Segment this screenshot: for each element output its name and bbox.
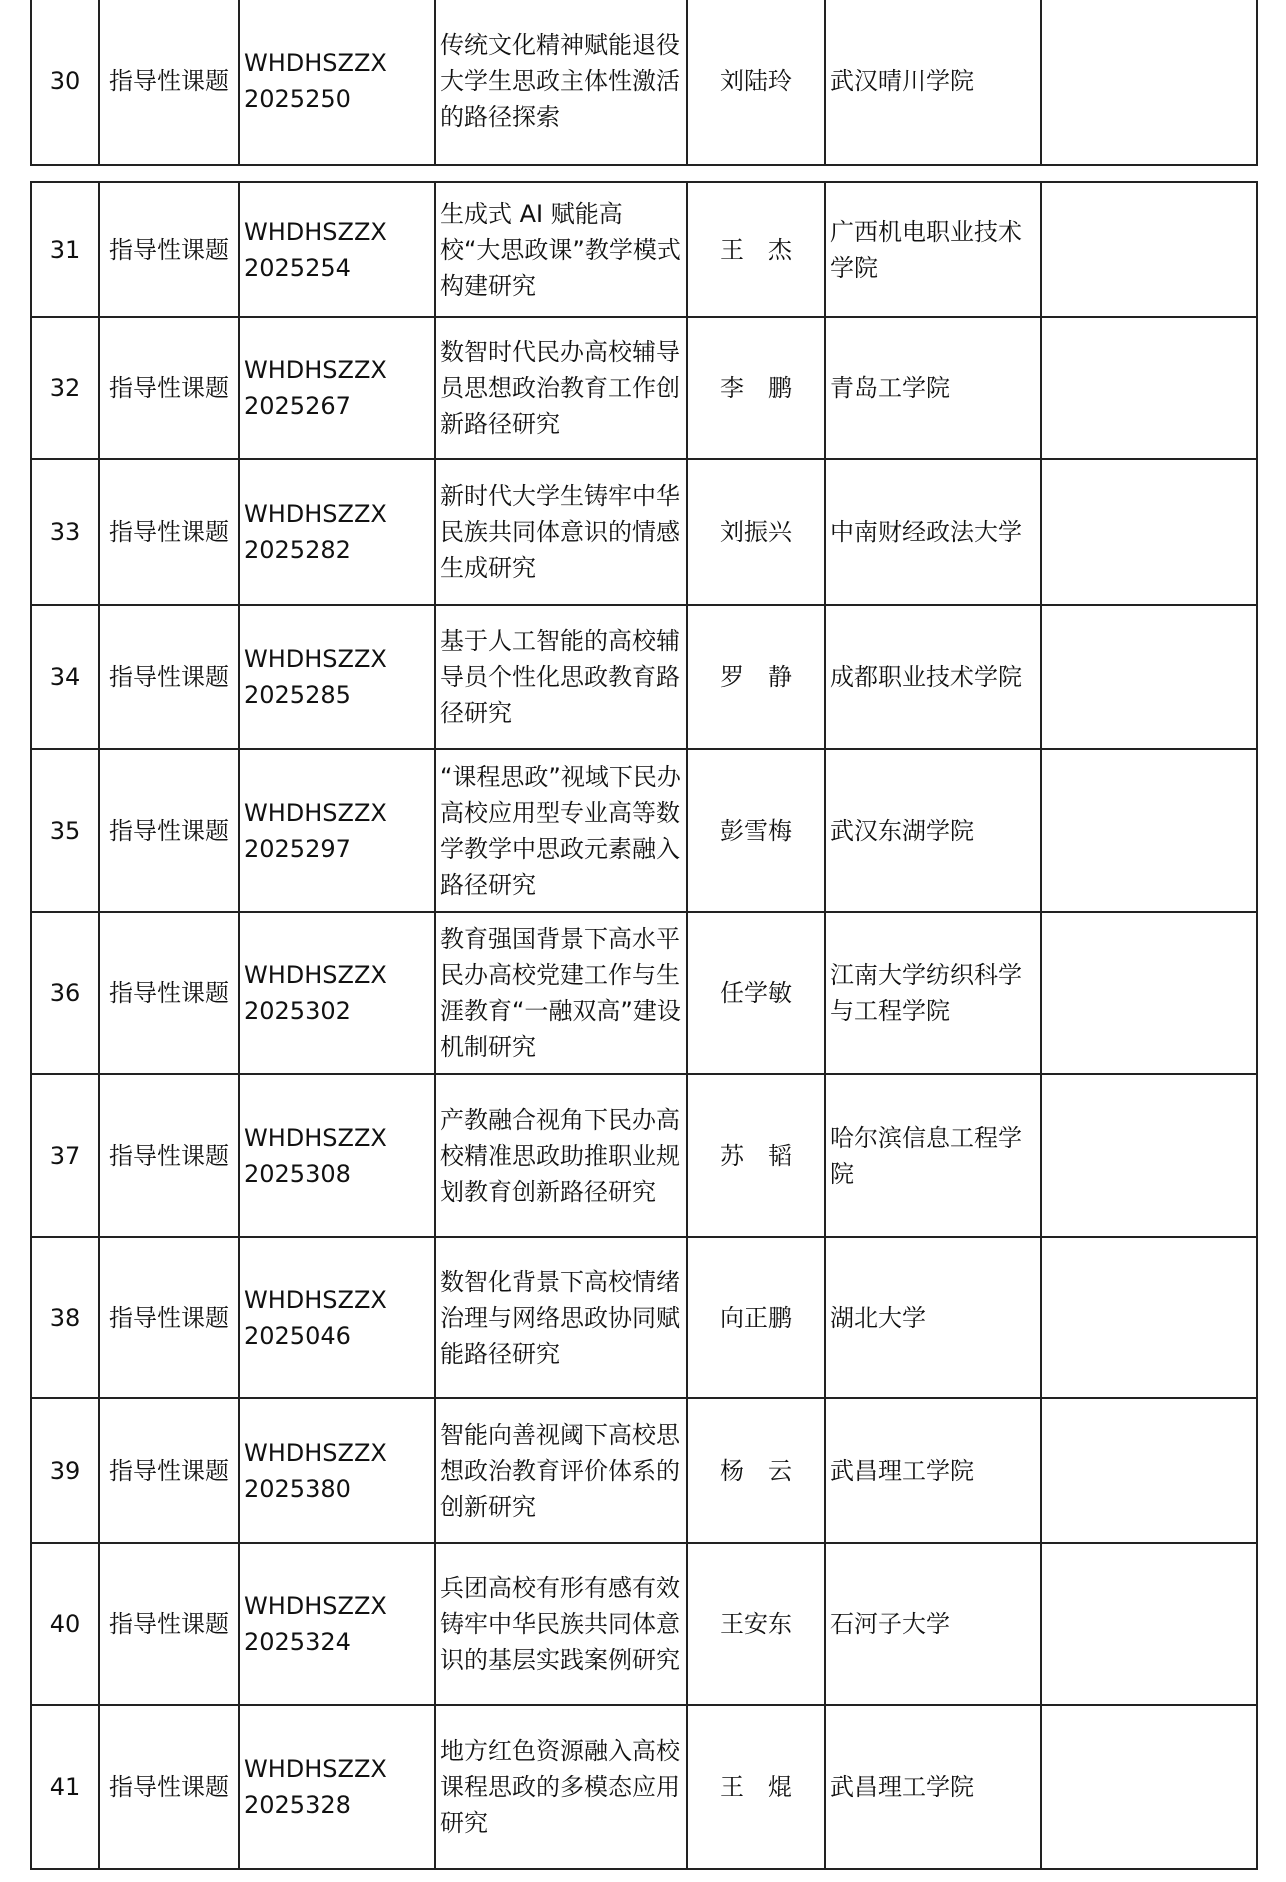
- project-type: 指导性课题: [99, 317, 239, 459]
- project-code-prefix: WHDHSZZX: [244, 645, 387, 673]
- project-title: [435, 912, 687, 1074]
- row-number: 36: [31, 912, 99, 1074]
- project-leader: 任学敏: [687, 912, 825, 1074]
- project-code: [239, 749, 435, 912]
- institution: 武昌理工学院: [825, 1398, 1041, 1543]
- project-code: [239, 1398, 435, 1543]
- project-leader: 彭雪梅: [687, 749, 825, 912]
- remarks-cell: [1041, 912, 1257, 1074]
- institution: 中南财经政法大学: [825, 459, 1041, 605]
- project-title-text: 数智时代民办高校辅导员思想政治教育工作创新路径研究: [440, 338, 680, 438]
- row-number: 32: [31, 317, 99, 459]
- institution: 成都职业技术学院: [825, 605, 1041, 749]
- project-type: 指导性课题: [99, 1237, 239, 1398]
- project-type: 指导性课题: [99, 1543, 239, 1705]
- project-leader: 向正鹏: [687, 1237, 825, 1398]
- table-row: [31, 749, 1257, 912]
- project-code-number: 2025285: [244, 681, 351, 709]
- project-code-prefix: WHDHSZZX: [244, 1438, 387, 1467]
- project-type: 指导性课题: [99, 1398, 239, 1543]
- table-row: [31, 317, 1257, 459]
- table-row: [31, 182, 1257, 317]
- project-code-number: 2025267: [244, 392, 351, 420]
- project-code-number: 2025324: [244, 1628, 351, 1656]
- project-table-top: [30, 0, 1258, 166]
- project-title: [435, 1705, 687, 1869]
- project-title: [435, 1237, 687, 1398]
- project-leader: 杨 云: [687, 1398, 825, 1543]
- remarks-cell: [1041, 0, 1257, 165]
- remarks-cell: [1041, 1398, 1257, 1543]
- project-code: [239, 1074, 435, 1237]
- project-code-number: 2025328: [244, 1791, 351, 1819]
- project-code-prefix: WHDHSZZX: [244, 961, 387, 989]
- project-code: [239, 1237, 435, 1398]
- project-code-prefix: WHDHSZZX: [244, 217, 387, 246]
- project-title: [435, 0, 687, 165]
- row-number: 34: [31, 605, 99, 749]
- project-code: [239, 912, 435, 1074]
- project-code: [239, 182, 435, 317]
- remarks-cell: [1041, 1074, 1257, 1237]
- project-code-number: 2025282: [244, 536, 351, 564]
- project-title-text: 传统文化精神赋能退役大学生思政主体性激活的路径探索: [440, 31, 680, 131]
- project-type: 指导性课题: [99, 459, 239, 605]
- project-type: 指导性课题: [99, 605, 239, 749]
- project-code-number: 2025254: [244, 253, 351, 282]
- project-code-number: 2025297: [244, 834, 351, 863]
- project-code: [239, 459, 435, 605]
- remarks-cell: [1041, 605, 1257, 749]
- institution: 武昌理工学院: [825, 1705, 1041, 1869]
- institution: 武汉东湖学院: [825, 749, 1041, 912]
- table-row: [31, 605, 1257, 749]
- project-title: [435, 317, 687, 459]
- table-row: [31, 912, 1257, 1074]
- project-title: [435, 605, 687, 749]
- table-row: [31, 459, 1257, 605]
- project-leader: 罗 静: [687, 605, 825, 749]
- table-row: [31, 1237, 1257, 1398]
- project-code: [239, 0, 435, 165]
- remarks-cell: [1041, 1705, 1257, 1869]
- project-title-text: 基于人工智能的高校辅导员个性化思政教育路径研究: [440, 627, 680, 727]
- project-type: 指导性课题: [99, 749, 239, 912]
- project-type: 指导性课题: [99, 0, 239, 165]
- project-code-prefix: WHDHSZZX: [244, 49, 387, 77]
- row-number: 40: [31, 1543, 99, 1705]
- project-title-text: 产教融合视角下民办高校精准思政助推职业规划教育创新路径研究: [440, 1105, 680, 1206]
- project-title-text: 生成式 AI 赋能高校“大思政课”教学模式构建研究: [440, 199, 681, 300]
- institution: 武汉晴川学院: [825, 0, 1041, 165]
- remarks-cell: [1041, 317, 1257, 459]
- project-leader: 王安东: [687, 1543, 825, 1705]
- project-leader: 王 焜: [687, 1705, 825, 1869]
- project-code: [239, 1543, 435, 1705]
- institution: 青岛工学院: [825, 317, 1041, 459]
- project-type: 指导性课题: [99, 1705, 239, 1869]
- project-code-number: 2025308: [244, 1159, 351, 1188]
- remarks-cell: [1041, 1543, 1257, 1705]
- project-type: 指导性课题: [99, 182, 239, 317]
- row-number: 39: [31, 1398, 99, 1543]
- row-number: 30: [31, 0, 99, 165]
- remarks-cell: [1041, 1237, 1257, 1398]
- table-row: [31, 0, 1257, 165]
- institution: 江南大学纺织科学与工程学院: [825, 912, 1041, 1074]
- project-title-text: 地方红色资源融入高校课程思政的多模态应用研究: [440, 1737, 680, 1837]
- project-title-text: 智能向善视阈下高校思想政治教育评价体系的创新研究: [440, 1420, 680, 1521]
- project-code-prefix: WHDHSZZX: [244, 1285, 387, 1314]
- project-title-text: 教育强国背景下高水平民办高校党建工作与生涯教育“一融双高”建设机制研究: [440, 925, 681, 1061]
- project-title-text: 数智化背景下高校情绪治理与网络思政协同赋能路径研究: [440, 1267, 680, 1368]
- project-leader: 刘振兴: [687, 459, 825, 605]
- project-leader: 苏 韬: [687, 1074, 825, 1237]
- project-type: 指导性课题: [99, 1074, 239, 1237]
- project-table-main: [30, 181, 1258, 1870]
- project-code: [239, 317, 435, 459]
- project-title: [435, 459, 687, 605]
- project-leader: 王 杰: [687, 182, 825, 317]
- institution: 湖北大学: [825, 1237, 1041, 1398]
- project-code: [239, 1705, 435, 1869]
- remarks-cell: [1041, 182, 1257, 317]
- remarks-cell: [1041, 749, 1257, 912]
- project-code-number: 2025046: [244, 1321, 351, 1350]
- project-title-text: “课程思政”视域下民办高校应用型专业高等数学教学中思政元素融入路径研究: [440, 762, 681, 899]
- row-number: 37: [31, 1074, 99, 1237]
- project-title: [435, 1398, 687, 1543]
- table-row: [31, 1705, 1257, 1869]
- row-number: 41: [31, 1705, 99, 1869]
- institution: 石河子大学: [825, 1543, 1041, 1705]
- project-code: [239, 605, 435, 749]
- project-title-text: 兵团高校有形有感有效铸牢中华民族共同体意识的基层实践案例研究: [440, 1574, 680, 1674]
- project-code-prefix: WHDHSZZX: [244, 1755, 387, 1783]
- project-title: [435, 1074, 687, 1237]
- project-title: [435, 749, 687, 912]
- row-number: 35: [31, 749, 99, 912]
- institution: 哈尔滨信息工程学院: [825, 1074, 1041, 1237]
- project-code-prefix: WHDHSZZX: [244, 798, 387, 827]
- project-leader: 刘陆玲: [687, 0, 825, 165]
- project-title: [435, 182, 687, 317]
- project-code-number: 2025250: [244, 85, 351, 113]
- row-number: 31: [31, 182, 99, 317]
- remarks-cell: [1041, 459, 1257, 605]
- project-code-number: 2025302: [244, 997, 351, 1025]
- project-code-prefix: WHDHSZZX: [244, 1123, 387, 1152]
- project-title: [435, 1543, 687, 1705]
- row-number: 38: [31, 1237, 99, 1398]
- project-code-prefix: WHDHSZZX: [244, 1592, 387, 1620]
- table-row: [31, 1398, 1257, 1543]
- project-leader: 李 鹏: [687, 317, 825, 459]
- institution: 广西机电职业技术学院: [825, 182, 1041, 317]
- project-code-prefix: WHDHSZZX: [244, 500, 387, 528]
- row-number: 33: [31, 459, 99, 605]
- project-code-prefix: WHDHSZZX: [244, 356, 387, 384]
- project-code-number: 2025380: [244, 1474, 351, 1503]
- project-title-text: 新时代大学生铸牢中华民族共同体意识的情感生成研究: [440, 482, 680, 582]
- project-type: 指导性课题: [99, 912, 239, 1074]
- table-row: [31, 1074, 1257, 1237]
- table-row: [31, 1543, 1257, 1705]
